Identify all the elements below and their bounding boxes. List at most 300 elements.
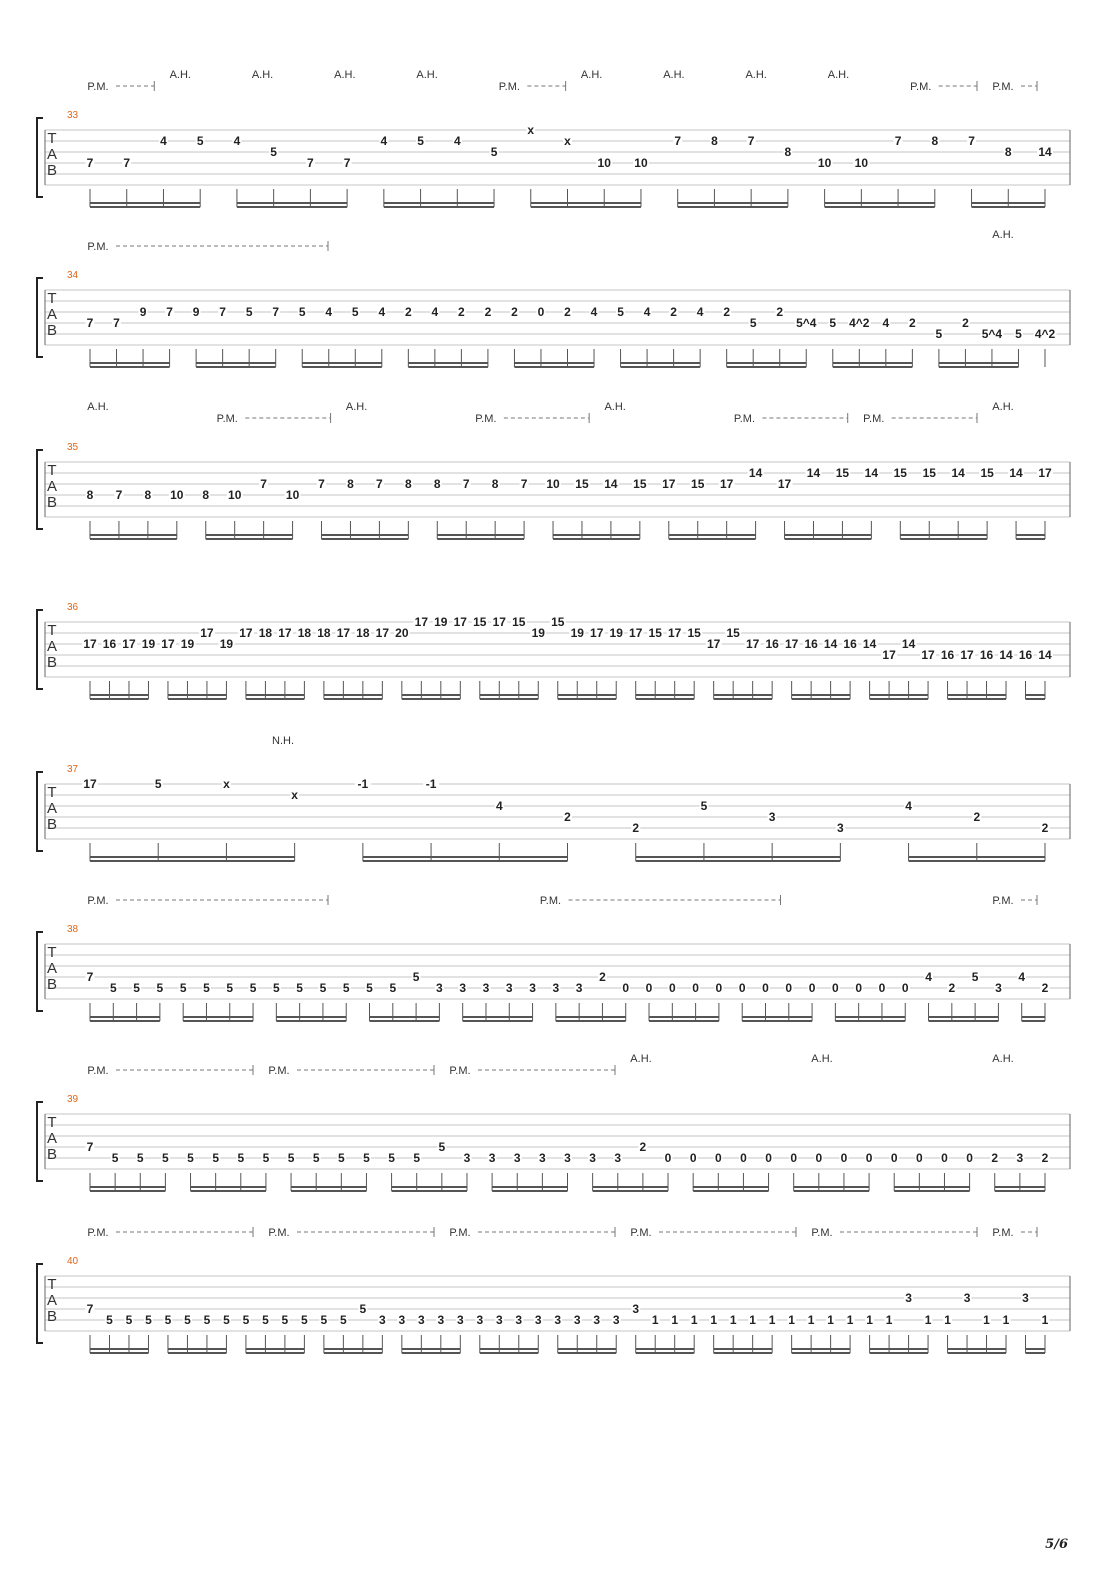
fret-number: 7 (272, 305, 280, 319)
fret-number: 1 (671, 1313, 679, 1327)
fret-number: 0 (890, 1151, 898, 1165)
fret-number: 7 (166, 305, 173, 319)
fret-number: 17 (719, 477, 734, 491)
fret-number: 4 (431, 305, 439, 319)
fret-number: 19 (570, 626, 584, 640)
fret-number: 17 (777, 477, 792, 491)
fret-number: 16 (843, 637, 857, 651)
fret-number: 4 (378, 305, 386, 319)
fret-number: 0 (664, 1151, 672, 1165)
tab-clef-letter: T (47, 1114, 57, 1131)
fret-number: 8 (347, 477, 354, 491)
fret-number: 4 (160, 134, 167, 148)
fret-number: 5 (184, 1313, 191, 1327)
system-bracket (37, 1264, 43, 1343)
fret-number: 15 (691, 477, 705, 491)
fret-number: 5 (270, 145, 277, 159)
fret-number: 7 (260, 477, 267, 491)
fret-number: 2 (670, 305, 677, 319)
fret-number: 2 (973, 810, 981, 824)
tab-clef-letter: B (46, 1308, 58, 1325)
fret-number: 2 (1041, 821, 1049, 835)
fret-number: 0 (865, 1151, 873, 1165)
fret-number: 5 (203, 1313, 211, 1327)
fret-number: 0 (840, 1151, 848, 1165)
fret-number: 17 (161, 637, 175, 651)
measure-number: 33 (67, 110, 79, 121)
harmonic-marker: A.H. (992, 401, 1014, 413)
palm-mute-marker: P.M. (863, 413, 885, 425)
palm-mute-marker: P.M. (498, 81, 520, 93)
fret-number: 3 (476, 1313, 484, 1327)
fret-number: 3 (575, 981, 583, 995)
fret-number: 9 (139, 305, 147, 319)
system-bracket (37, 118, 43, 197)
fret-number: 5 (298, 305, 306, 319)
palm-mute-marker: P.M. (449, 1227, 471, 1239)
fret-number: 5 (438, 1140, 446, 1154)
fret-number: 8 (784, 145, 792, 159)
fret-number: 0 (808, 981, 816, 995)
fret-number: 7 (86, 970, 94, 984)
palm-mute-marker: P.M. (910, 81, 932, 93)
fret-number: 8 (931, 134, 939, 148)
harmonic-marker: A.H. (251, 69, 274, 81)
measure-number: 38 (67, 924, 79, 935)
fret-number: 2 (948, 981, 956, 995)
tab-clef-letter: B (46, 654, 58, 671)
fret-number: 1 (1041, 1313, 1049, 1327)
fret-number: 5 (320, 1313, 328, 1327)
fret-number: 1 (866, 1313, 873, 1327)
fret-number: 0 (815, 1151, 823, 1165)
palm-mute-marker: P.M. (268, 1227, 290, 1239)
fret-number: 8 (491, 477, 499, 491)
fret-number: 17 (375, 626, 390, 640)
fret-number: 4 (495, 799, 503, 813)
fret-number: x (291, 788, 298, 802)
fret-number: 5 (164, 1313, 172, 1327)
fret-number: 1 (885, 1313, 893, 1327)
fret-number: 7 (113, 316, 120, 330)
fret-number: 7 (86, 316, 94, 330)
tab-system (37, 1227, 1070, 1353)
harmonic-marker: A.H. (87, 401, 109, 413)
fret-number: 10 (597, 156, 611, 170)
fret-number: 18 (258, 626, 273, 640)
fret-number: 19 (180, 637, 195, 651)
fret-number: 2 (639, 1140, 647, 1154)
fret-number: 1 (807, 1313, 815, 1327)
fret-number: 4 (696, 305, 704, 319)
fret-number: 15 (551, 615, 565, 629)
fret-number: 0 (645, 981, 653, 995)
fret-number: 16 (102, 637, 117, 651)
fret-number: 5 (223, 1313, 230, 1327)
fret-number: 3 (482, 981, 490, 995)
fret-number: 17 (278, 626, 292, 640)
tab-clef-letter: T (47, 462, 57, 479)
fret-number: 14 (604, 477, 618, 491)
fret-number: 5 (389, 981, 397, 995)
tab-system (37, 69, 1070, 207)
fret-number: 10 (285, 488, 300, 502)
fret-number: 16 (804, 637, 818, 651)
fret-number: 5 (156, 981, 164, 995)
fret-number: 5 (971, 970, 979, 984)
harmonic-marker: A.H. (745, 69, 767, 81)
fret-number: 0 (714, 1151, 722, 1165)
fret-number: 17 (122, 637, 136, 651)
fret-number: 5 (1015, 327, 1022, 341)
fret-number: 17 (921, 648, 935, 662)
fret-number: 3 (417, 1313, 425, 1327)
fret-number: 10 (228, 488, 242, 502)
fret-number: 3 (905, 1291, 912, 1305)
fret-number: 5 (301, 1313, 308, 1327)
tab-clef-letter: B (46, 816, 58, 833)
fret-number: 3 (564, 1151, 571, 1165)
fret-number: 3 (614, 1151, 622, 1165)
fret-number: 5 (242, 1313, 250, 1327)
fret-number: -1 (357, 777, 369, 791)
fret-number: 17 (629, 626, 643, 640)
fret-number: 4 (325, 305, 333, 319)
fret-number: 15 (726, 626, 740, 640)
fret-number: 5 (187, 1151, 194, 1165)
palm-mute-marker: P.M. (268, 1065, 290, 1077)
fret-number: 3 (456, 1313, 464, 1327)
fret-number: 15 (687, 626, 701, 640)
fret-number: 8 (202, 488, 210, 502)
fret-number: 5 (296, 981, 303, 995)
fret-number: 5 (413, 1151, 421, 1165)
fret-number: 3 (1022, 1291, 1029, 1305)
palm-mute-marker: P.M. (811, 1227, 833, 1239)
fret-number: 7 (86, 156, 94, 170)
fret-number: 19 (434, 615, 448, 629)
palm-mute-marker: P.M. (539, 895, 562, 907)
fret-number: 14 (1038, 145, 1052, 159)
tab-clef-letter: A (46, 1292, 58, 1309)
tab-clef-letter: T (47, 784, 57, 801)
fret-number: 16 (979, 648, 994, 662)
fret-number: 20 (395, 626, 409, 640)
measure-number: 34 (67, 270, 79, 281)
fret-number: 1 (827, 1313, 834, 1327)
fret-number: 0 (762, 981, 769, 995)
fret-number: 3 (437, 1313, 445, 1327)
fret-number: 3 (612, 1313, 620, 1327)
tab-clef-letter: A (46, 478, 58, 495)
measure-number: 36 (67, 602, 79, 613)
fret-number: 2 (632, 821, 640, 835)
fret-number: 5 (935, 327, 943, 341)
fret-number: 14 (1038, 648, 1052, 662)
fret-number: 2 (991, 1151, 999, 1165)
system-bracket (37, 772, 43, 851)
fret-number: 17 (83, 777, 97, 791)
fret-number: x (527, 123, 535, 137)
fret-number: 4 (453, 134, 461, 148)
fret-number: 3 (488, 1151, 496, 1165)
fret-number: 3 (505, 981, 513, 995)
palm-mute-marker: P.M. (449, 1065, 471, 1077)
tab-clef-letter: T (47, 130, 57, 147)
fret-number: 5 (319, 981, 327, 995)
fret-number: 14 (864, 466, 879, 480)
harmonic-marker: A.H. (345, 401, 368, 413)
fret-number: 0 (740, 1151, 747, 1165)
fret-number: 15 (980, 466, 994, 480)
fret-number: 7 (343, 156, 351, 170)
fret-number: 5 (359, 1302, 367, 1316)
fret-number: 2 (564, 810, 571, 824)
fret-number: 17 (706, 637, 721, 651)
fret-number: 19 (609, 626, 623, 640)
fret-number: 5 (388, 1151, 395, 1165)
fret-number: 3 (995, 981, 1002, 995)
palm-mute-marker: P.M. (216, 413, 238, 425)
palm-mute-marker: P.M. (475, 413, 497, 425)
fret-number: 2 (723, 305, 731, 319)
fret-number: 5 (700, 799, 708, 813)
palm-mute-marker: P.M. (87, 1227, 109, 1239)
tab-clef-letter: T (47, 944, 57, 961)
fret-number: 17 (960, 648, 974, 662)
palm-mute-marker: P.M. (733, 413, 756, 425)
palm-mute-marker: P.M. (87, 241, 109, 253)
fret-number: 0 (878, 981, 886, 995)
tab-clef-letter: A (46, 638, 58, 655)
tab-clef-letter: A (46, 146, 58, 163)
fret-number: 3 (963, 1291, 971, 1305)
fret-number: 3 (463, 1151, 471, 1165)
system-bracket (37, 610, 43, 689)
fret-number: 8 (711, 134, 718, 148)
fret-number: 5 (212, 1151, 220, 1165)
fret-number: 0 (785, 981, 793, 995)
tab-clef-letter: A (46, 960, 58, 977)
fret-number: 14 (862, 637, 877, 651)
fret-number: 8 (86, 488, 94, 502)
fret-number: 8 (404, 477, 412, 491)
fret-number: 19 (531, 626, 545, 640)
fret-number: 3 (529, 981, 536, 995)
fret-number: 2 (909, 316, 916, 330)
fret-number: 3 (552, 981, 560, 995)
fret-number: 5 (133, 981, 140, 995)
fret-number: 7 (86, 1140, 94, 1154)
tab-clef-letter: B (46, 1146, 58, 1163)
fret-number: 1 (651, 1313, 659, 1327)
fret-number: 14 (901, 637, 916, 651)
fret-number: 5 (342, 981, 350, 995)
fret-number: 17 (590, 626, 604, 640)
fret-number: 7 (318, 477, 325, 491)
fret-number: 7 (307, 156, 314, 170)
fret-number: 5 (337, 1151, 345, 1165)
fret-number: 17 (239, 626, 253, 640)
fret-number: 3 (768, 810, 776, 824)
page-number: 5/6 (1045, 1537, 1068, 1552)
fret-number: 5 (111, 1151, 119, 1165)
tab-clef-letter: B (46, 322, 58, 339)
fret-number: 15 (893, 466, 907, 480)
fret-number: 5 (196, 134, 204, 148)
fret-number: 7 (462, 477, 470, 491)
fret-number: 17 (668, 626, 682, 640)
fret-number: 5 (245, 305, 253, 319)
fret-number: 1 (944, 1313, 951, 1327)
fret-number: 1 (710, 1313, 718, 1327)
fret-number: 3 (554, 1313, 562, 1327)
fret-number: 5 (340, 1313, 347, 1327)
tab-clef-letter: A (46, 306, 58, 323)
fret-number: 5 (106, 1313, 113, 1327)
fret-number: 5 (203, 981, 210, 995)
fret-number: 10 (817, 156, 832, 170)
fret-number: 4^2 (1034, 327, 1056, 341)
harmonic-marker: A.H. (992, 1053, 1014, 1065)
fret-number: 5 (145, 1313, 152, 1327)
fret-number: 17 (662, 477, 676, 491)
fret-number: 0 (622, 981, 630, 995)
tab-system (37, 229, 1070, 367)
fret-number: 5 (249, 981, 257, 995)
fret-number: 7 (674, 134, 682, 148)
fret-number: 5 (417, 134, 424, 148)
fret-number: 15 (922, 466, 936, 480)
system-bracket (37, 450, 43, 529)
system-bracket (37, 1102, 43, 1181)
fret-number: 18 (317, 626, 331, 640)
harmonic-marker: A.H. (811, 1053, 833, 1065)
tab-system (37, 1053, 1070, 1191)
fret-number: 5 (272, 981, 280, 995)
tab-clef-letter: A (46, 800, 58, 817)
fret-number: 17 (453, 615, 467, 629)
fret-number: 2 (962, 316, 969, 330)
tab-system (37, 401, 1070, 539)
fret-number: 5 (226, 981, 234, 995)
fret-number: 0 (966, 1151, 973, 1165)
tab-clef-letter: B (46, 162, 58, 179)
fret-number: 7 (219, 305, 226, 319)
fret-number: 17 (492, 615, 506, 629)
fret-number: 1 (788, 1313, 795, 1327)
fret-number: 17 (200, 626, 214, 640)
fret-number: 2 (1041, 981, 1049, 995)
fret-number: 5 (154, 777, 162, 791)
fret-number: 5 (287, 1151, 295, 1165)
fret-number: x (223, 777, 230, 791)
fret-number: 3 (837, 821, 844, 835)
fret-number: 5 (312, 1151, 320, 1165)
fret-number: 7 (968, 134, 975, 148)
fret-number: 0 (738, 981, 746, 995)
fret-number: 7 (894, 134, 902, 148)
fret-number: 3 (593, 1313, 601, 1327)
tab-clef-letter: A (46, 1130, 58, 1147)
fret-number: 3 (515, 1313, 523, 1327)
fret-number: 15 (575, 477, 589, 491)
fret-number: 14 (999, 648, 1013, 662)
fret-number: 4 (925, 970, 932, 984)
fret-number: x (564, 134, 571, 148)
fret-number: 5 (829, 316, 837, 330)
fret-number: 5 (749, 316, 757, 330)
fret-number: 2 (484, 305, 492, 319)
fret-number: 1 (749, 1313, 756, 1327)
fret-number: 8 (433, 477, 441, 491)
fret-number: 17 (882, 648, 896, 662)
fret-number: 10 (854, 156, 869, 170)
harmonic-marker: A.H. (580, 69, 603, 81)
fret-number: 0 (668, 981, 676, 995)
measure-number: 39 (67, 1094, 79, 1105)
fret-number: 4 (905, 799, 912, 813)
fret-number: 15 (473, 615, 487, 629)
fret-number: 19 (219, 637, 234, 651)
fret-number: 1 (1002, 1313, 1010, 1327)
fret-number: 2 (599, 970, 606, 984)
fret-number: 0 (715, 981, 723, 995)
fret-number: 18 (297, 626, 312, 640)
fret-number: 3 (539, 1151, 546, 1165)
fret-number: 3 (589, 1151, 596, 1165)
fret-number: 0 (941, 1151, 948, 1165)
fret-number: 5 (125, 1313, 133, 1327)
fret-number: 5 (363, 1151, 370, 1165)
fret-number: 7 (747, 134, 755, 148)
fret-number: 4 (882, 316, 890, 330)
fret-number: 4 (643, 305, 651, 319)
fret-number: 18 (356, 626, 370, 640)
fret-number: 5 (237, 1151, 245, 1165)
palm-mute-marker: P.M. (992, 81, 1014, 93)
fret-number: 3 (632, 1302, 640, 1316)
harmonic-marker: A.H. (827, 69, 850, 81)
fret-number: 5 (262, 1313, 269, 1327)
tab-clef-letter: T (47, 290, 57, 307)
tab-clef-letter: B (46, 976, 58, 993)
fret-number: 15 (648, 626, 662, 640)
fret-number: 16 (765, 637, 779, 651)
harmonic-marker: A.H. (992, 229, 1014, 241)
fret-number: 7 (115, 488, 123, 502)
system-bracket (37, 932, 43, 1011)
fret-number: 8 (144, 488, 152, 502)
fret-number: 1 (690, 1313, 698, 1327)
palm-mute-marker: P.M. (87, 1065, 109, 1077)
fret-number: 17 (414, 615, 429, 629)
fret-number: 3 (436, 981, 443, 995)
fret-number: 2 (458, 305, 465, 319)
fret-number: 17 (784, 637, 799, 651)
fret-number: 15 (633, 477, 647, 491)
fret-number: 1 (729, 1313, 737, 1327)
fret-number: 0 (915, 1151, 923, 1165)
fret-number: 3 (459, 981, 467, 995)
harmonic-marker: A.H. (663, 69, 685, 81)
tab-clef-letter: T (47, 622, 57, 639)
fret-number: 7 (123, 156, 131, 170)
fret-number: 5 (179, 981, 187, 995)
system-bracket (37, 278, 43, 357)
fret-number: 2 (511, 305, 518, 319)
fret-number: 3 (379, 1313, 386, 1327)
